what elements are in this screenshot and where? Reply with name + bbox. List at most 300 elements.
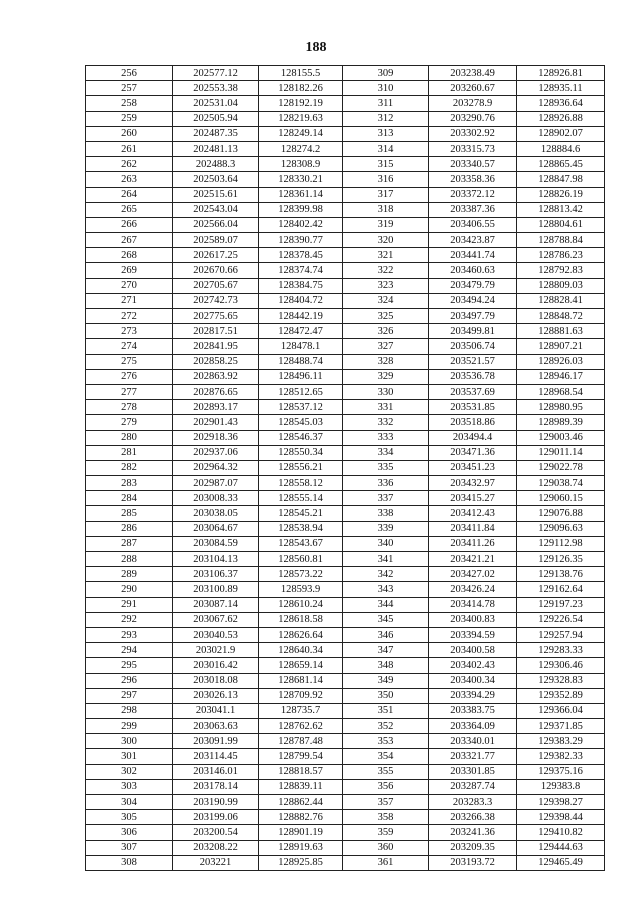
x-coordinate-right: 203536.78: [429, 369, 517, 384]
y-coordinate-right: 128828.41: [517, 293, 605, 308]
point-number-left: 279: [86, 415, 173, 430]
table-row: [86, 187, 605, 202]
point-number-right: 357: [343, 795, 429, 810]
table-row: [86, 157, 605, 172]
y-coordinate-right: 129410.82: [517, 825, 605, 840]
x-coordinate-left: 203190.99: [173, 795, 259, 810]
point-number-left: 274: [86, 339, 173, 354]
point-number-right: 318: [343, 202, 429, 217]
y-coordinate-left: 128556.21: [259, 460, 343, 475]
point-number-right: 310: [343, 81, 429, 96]
point-number-left: 259: [86, 111, 173, 126]
point-number-left: 306: [86, 825, 173, 840]
table-row: [86, 703, 605, 718]
table-row: [86, 202, 605, 217]
point-number-right: 343: [343, 582, 429, 597]
table-row: [86, 719, 605, 734]
x-coordinate-left: 202775.65: [173, 309, 259, 324]
y-coordinate-left: 128818.57: [259, 764, 343, 779]
y-coordinate-right: 129383.29: [517, 734, 605, 749]
point-number-right: 320: [343, 233, 429, 248]
x-coordinate-right: 203387.36: [429, 202, 517, 217]
x-coordinate-right: 203518.86: [429, 415, 517, 430]
x-coordinate-right: 203400.58: [429, 643, 517, 658]
point-number-left: 307: [86, 840, 173, 855]
x-coordinate-left: 203008.33: [173, 491, 259, 506]
point-number-left: 264: [86, 187, 173, 202]
x-coordinate-right: 203506.74: [429, 339, 517, 354]
point-number-right: 314: [343, 141, 429, 156]
point-number-right: 335: [343, 460, 429, 475]
table-row: [86, 233, 605, 248]
x-coordinate-left: 202553.38: [173, 81, 259, 96]
x-coordinate-left: 202617.25: [173, 248, 259, 263]
point-number-left: 290: [86, 582, 173, 597]
point-number-left: 289: [86, 567, 173, 582]
y-coordinate-left: 128558.12: [259, 476, 343, 491]
y-coordinate-left: 128219.63: [259, 111, 343, 126]
y-coordinate-right: 128884.6: [517, 141, 605, 156]
y-coordinate-right: 129112.98: [517, 536, 605, 551]
point-number-left: 284: [86, 491, 173, 506]
y-coordinate-right: 128804.61: [517, 217, 605, 232]
point-number-left: 261: [86, 141, 173, 156]
point-number-left: 268: [86, 248, 173, 263]
table-row: [86, 126, 605, 141]
y-coordinate-right: 129038.74: [517, 476, 605, 491]
y-coordinate-right: 128826.19: [517, 187, 605, 202]
point-number-right: 317: [343, 187, 429, 202]
point-number-left: 260: [86, 126, 173, 141]
y-coordinate-right: 128788.84: [517, 233, 605, 248]
y-coordinate-right: 128968.54: [517, 384, 605, 399]
x-coordinate-right: 203460.63: [429, 263, 517, 278]
table-row: [86, 612, 605, 627]
point-number-right: 361: [343, 855, 429, 870]
y-coordinate-right: 129060.15: [517, 491, 605, 506]
y-coordinate-right: 128786.23: [517, 248, 605, 263]
page-number: 188: [305, 40, 327, 55]
point-number-left: 266: [86, 217, 173, 232]
y-coordinate-right: 129283.33: [517, 643, 605, 658]
y-coordinate-left: 128472.47: [259, 324, 343, 339]
x-coordinate-right: 203402.43: [429, 658, 517, 673]
point-number-left: 275: [86, 354, 173, 369]
x-coordinate-left: 203100.89: [173, 582, 259, 597]
y-coordinate-right: 128809.03: [517, 278, 605, 293]
x-coordinate-left: 203200.54: [173, 825, 259, 840]
y-coordinate-right: 128926.81: [517, 66, 605, 81]
x-coordinate-right: 203414.78: [429, 597, 517, 612]
x-coordinate-right: 203340.01: [429, 734, 517, 749]
x-coordinate-right: 203479.79: [429, 278, 517, 293]
point-number-left: 305: [86, 810, 173, 825]
x-coordinate-left: 202817.51: [173, 324, 259, 339]
point-number-right: 344: [343, 597, 429, 612]
y-coordinate-right: 129096.63: [517, 521, 605, 536]
y-coordinate-left: 128442.19: [259, 309, 343, 324]
point-number-right: 323: [343, 278, 429, 293]
y-coordinate-left: 128640.34: [259, 643, 343, 658]
table-row: [86, 172, 605, 187]
point-number-right: 313: [343, 126, 429, 141]
point-number-left: 281: [86, 445, 173, 460]
point-number-right: 346: [343, 627, 429, 642]
y-coordinate-left: 128901.19: [259, 825, 343, 840]
point-number-right: 342: [343, 567, 429, 582]
table-row: [86, 369, 605, 384]
table-row: [86, 278, 605, 293]
x-coordinate-right: 203432.97: [429, 476, 517, 491]
table-row: [86, 658, 605, 673]
x-coordinate-left: 202705.67: [173, 278, 259, 293]
x-coordinate-right: 203494.24: [429, 293, 517, 308]
x-coordinate-right: 203283.3: [429, 795, 517, 810]
y-coordinate-right: 129076.88: [517, 506, 605, 521]
x-coordinate-left: 202841.95: [173, 339, 259, 354]
y-coordinate-left: 128593.9: [259, 582, 343, 597]
y-coordinate-right: 128936.64: [517, 96, 605, 111]
x-coordinate-right: 203302.92: [429, 126, 517, 141]
point-number-right: 332: [343, 415, 429, 430]
x-coordinate-right: 203193.72: [429, 855, 517, 870]
point-number-right: 333: [343, 430, 429, 445]
x-coordinate-left: 203208.22: [173, 840, 259, 855]
x-coordinate-left: 202863.92: [173, 369, 259, 384]
y-coordinate-left: 128550.34: [259, 445, 343, 460]
y-coordinate-right: 129022.78: [517, 460, 605, 475]
y-coordinate-right: 128926.03: [517, 354, 605, 369]
y-coordinate-left: 128182.26: [259, 81, 343, 96]
point-number-right: 355: [343, 764, 429, 779]
table-row: [86, 582, 605, 597]
table-row: [86, 749, 605, 764]
x-coordinate-left: 202893.17: [173, 400, 259, 415]
x-coordinate-right: 203497.79: [429, 309, 517, 324]
y-coordinate-right: 128848.72: [517, 309, 605, 324]
y-coordinate-right: 129366.04: [517, 703, 605, 718]
point-number-left: 258: [86, 96, 173, 111]
x-coordinate-left: 203064.67: [173, 521, 259, 536]
x-coordinate-left: 202670.66: [173, 263, 259, 278]
y-coordinate-right: 129375.16: [517, 764, 605, 779]
x-coordinate-left: 203146.01: [173, 764, 259, 779]
y-coordinate-right: 128792.83: [517, 263, 605, 278]
x-coordinate-right: 203301.85: [429, 764, 517, 779]
x-coordinate-right: 203266.38: [429, 810, 517, 825]
table-row: [86, 384, 605, 399]
point-number-right: 316: [343, 172, 429, 187]
x-coordinate-right: 203383.75: [429, 703, 517, 718]
y-coordinate-right: 129328.83: [517, 673, 605, 688]
y-coordinate-left: 128399.98: [259, 202, 343, 217]
table-row: [86, 430, 605, 445]
point-number-left: 300: [86, 734, 173, 749]
point-number-left: 257: [86, 81, 173, 96]
table-row: [86, 293, 605, 308]
x-coordinate-left: 202987.07: [173, 476, 259, 491]
table-row: [86, 521, 605, 536]
y-coordinate-left: 128249.14: [259, 126, 343, 141]
x-coordinate-right: 203427.02: [429, 567, 517, 582]
point-number-right: 337: [343, 491, 429, 506]
y-coordinate-left: 128709.92: [259, 688, 343, 703]
y-coordinate-left: 128384.75: [259, 278, 343, 293]
x-coordinate-left: 202481.13: [173, 141, 259, 156]
y-coordinate-left: 128555.14: [259, 491, 343, 506]
point-number-left: 285: [86, 506, 173, 521]
x-coordinate-right: 203499.81: [429, 324, 517, 339]
x-coordinate-left: 202589.07: [173, 233, 259, 248]
point-number-left: 256: [86, 66, 173, 81]
table-row: [86, 627, 605, 642]
x-coordinate-right: 203315.73: [429, 141, 517, 156]
point-number-left: 277: [86, 384, 173, 399]
point-number-left: 265: [86, 202, 173, 217]
x-coordinate-right: 203238.49: [429, 66, 517, 81]
table-row: [86, 825, 605, 840]
point-number-left: 298: [86, 703, 173, 718]
y-coordinate-left: 128488.74: [259, 354, 343, 369]
table-row: [86, 491, 605, 506]
x-coordinate-left: 203106.37: [173, 567, 259, 582]
point-number-right: 312: [343, 111, 429, 126]
table-row: [86, 309, 605, 324]
x-coordinate-left: 203104.13: [173, 552, 259, 567]
point-number-left: 282: [86, 460, 173, 475]
y-coordinate-right: 129126.35: [517, 552, 605, 567]
x-coordinate-left: 203063.63: [173, 719, 259, 734]
x-coordinate-right: 203537.69: [429, 384, 517, 399]
point-number-right: 340: [343, 536, 429, 551]
point-number-left: 280: [86, 430, 173, 445]
x-coordinate-left: 203041.1: [173, 703, 259, 718]
y-coordinate-left: 128546.37: [259, 430, 343, 445]
point-number-right: 321: [343, 248, 429, 263]
y-coordinate-right: 128881.63: [517, 324, 605, 339]
x-coordinate-right: 203364.09: [429, 719, 517, 734]
table-row: [86, 795, 605, 810]
y-coordinate-right: 128935.11: [517, 81, 605, 96]
x-coordinate-right: 203400.83: [429, 612, 517, 627]
y-coordinate-left: 128681.14: [259, 673, 343, 688]
point-number-left: 295: [86, 658, 173, 673]
x-coordinate-right: 203426.24: [429, 582, 517, 597]
x-coordinate-right: 203340.57: [429, 157, 517, 172]
x-coordinate-left: 202566.04: [173, 217, 259, 232]
y-coordinate-right: 129226.54: [517, 612, 605, 627]
x-coordinate-right: 203521.57: [429, 354, 517, 369]
y-coordinate-left: 128274.2: [259, 141, 343, 156]
point-number-right: 356: [343, 779, 429, 794]
table-row: [86, 688, 605, 703]
y-coordinate-right: 129257.94: [517, 627, 605, 642]
point-number-right: 330: [343, 384, 429, 399]
y-coordinate-right: 128847.98: [517, 172, 605, 187]
table-row: [86, 552, 605, 567]
point-number-right: 347: [343, 643, 429, 658]
x-coordinate-right: 203415.27: [429, 491, 517, 506]
y-coordinate-right: 129352.89: [517, 688, 605, 703]
y-coordinate-left: 128404.72: [259, 293, 343, 308]
table-row: [86, 476, 605, 491]
x-coordinate-right: 203423.87: [429, 233, 517, 248]
point-number-left: 287: [86, 536, 173, 551]
x-coordinate-left: 202505.94: [173, 111, 259, 126]
x-coordinate-right: 203358.36: [429, 172, 517, 187]
y-coordinate-left: 128402.42: [259, 217, 343, 232]
x-coordinate-left: 203221: [173, 855, 259, 870]
point-number-left: 267: [86, 233, 173, 248]
point-number-right: 353: [343, 734, 429, 749]
point-number-right: 309: [343, 66, 429, 81]
point-number-right: 359: [343, 825, 429, 840]
y-coordinate-left: 128659.14: [259, 658, 343, 673]
x-coordinate-right: 203471.36: [429, 445, 517, 460]
point-number-right: 351: [343, 703, 429, 718]
point-number-right: 349: [343, 673, 429, 688]
x-coordinate-left: 203199.06: [173, 810, 259, 825]
point-number-right: 336: [343, 476, 429, 491]
x-coordinate-right: 203412.43: [429, 506, 517, 521]
table-row: [86, 779, 605, 794]
y-coordinate-right: 129444.63: [517, 840, 605, 855]
x-coordinate-right: 203394.29: [429, 688, 517, 703]
x-coordinate-left: 203021.9: [173, 643, 259, 658]
point-number-right: 339: [343, 521, 429, 536]
point-number-right: 338: [343, 506, 429, 521]
table-row: [86, 96, 605, 111]
x-coordinate-left: 202937.06: [173, 445, 259, 460]
x-coordinate-left: 203067.62: [173, 612, 259, 627]
y-coordinate-left: 128192.19: [259, 96, 343, 111]
x-coordinate-right: 203406.55: [429, 217, 517, 232]
point-number-right: 328: [343, 354, 429, 369]
table-row: [86, 567, 605, 582]
point-number-right: 322: [343, 263, 429, 278]
point-number-right: 348: [343, 658, 429, 673]
x-coordinate-right: 203241.36: [429, 825, 517, 840]
y-coordinate-right: 129398.27: [517, 795, 605, 810]
point-number-right: 327: [343, 339, 429, 354]
table-row: [86, 141, 605, 156]
y-coordinate-left: 128560.81: [259, 552, 343, 567]
point-number-left: 291: [86, 597, 173, 612]
table-row: [86, 324, 605, 339]
table-row: [86, 734, 605, 749]
y-coordinate-left: 128496.11: [259, 369, 343, 384]
point-number-left: 288: [86, 552, 173, 567]
y-coordinate-right: 129197.23: [517, 597, 605, 612]
point-number-left: 273: [86, 324, 173, 339]
coordinate-table-body: [86, 66, 605, 871]
y-coordinate-left: 128626.64: [259, 627, 343, 642]
y-coordinate-left: 128799.54: [259, 749, 343, 764]
table-row: [86, 339, 605, 354]
y-coordinate-right: 128926.88: [517, 111, 605, 126]
y-coordinate-left: 128390.77: [259, 233, 343, 248]
point-number-left: 308: [86, 855, 173, 870]
x-coordinate-right: 203321.77: [429, 749, 517, 764]
y-coordinate-right: 129003.46: [517, 430, 605, 445]
y-coordinate-right: 128902.07: [517, 126, 605, 141]
y-coordinate-left: 128155.5: [259, 66, 343, 81]
point-number-left: 296: [86, 673, 173, 688]
y-coordinate-left: 128537.12: [259, 400, 343, 415]
x-coordinate-right: 203209.35: [429, 840, 517, 855]
table-row: [86, 506, 605, 521]
point-number-left: 301: [86, 749, 173, 764]
point-number-left: 278: [86, 400, 173, 415]
x-coordinate-right: 203372.12: [429, 187, 517, 202]
y-coordinate-left: 128610.24: [259, 597, 343, 612]
point-number-left: 297: [86, 688, 173, 703]
x-coordinate-left: 202577.12: [173, 66, 259, 81]
x-coordinate-right: 203394.59: [429, 627, 517, 642]
y-coordinate-right: 128980.95: [517, 400, 605, 415]
y-coordinate-right: 129306.46: [517, 658, 605, 673]
table-row: [86, 217, 605, 232]
point-number-right: 334: [343, 445, 429, 460]
x-coordinate-left: 202964.32: [173, 460, 259, 475]
x-coordinate-right: 203411.84: [429, 521, 517, 536]
x-coordinate-left: 203114.45: [173, 749, 259, 764]
x-coordinate-left: 203038.05: [173, 506, 259, 521]
y-coordinate-left: 128839.11: [259, 779, 343, 794]
x-coordinate-left: 203016.42: [173, 658, 259, 673]
x-coordinate-left: 203178.14: [173, 779, 259, 794]
x-coordinate-right: 203421.21: [429, 552, 517, 567]
table-row: [86, 248, 605, 263]
x-coordinate-right: 203441.74: [429, 248, 517, 263]
table-row: [86, 263, 605, 278]
y-coordinate-left: 128512.65: [259, 384, 343, 399]
x-coordinate-left: 202543.04: [173, 202, 259, 217]
x-coordinate-right: 203400.34: [429, 673, 517, 688]
x-coordinate-left: 202488.3: [173, 157, 259, 172]
x-coordinate-right: 203260.67: [429, 81, 517, 96]
point-number-left: 269: [86, 263, 173, 278]
point-number-left: 304: [86, 795, 173, 810]
x-coordinate-left: 202487.35: [173, 126, 259, 141]
x-coordinate-left: 202876.65: [173, 384, 259, 399]
y-coordinate-left: 128862.44: [259, 795, 343, 810]
y-coordinate-right: 129371.85: [517, 719, 605, 734]
y-coordinate-left: 128330.21: [259, 172, 343, 187]
point-number-right: 319: [343, 217, 429, 232]
point-number-left: 271: [86, 293, 173, 308]
y-coordinate-left: 128478.1: [259, 339, 343, 354]
table-row: [86, 354, 605, 369]
x-coordinate-left: 203026.13: [173, 688, 259, 703]
table-row: [86, 536, 605, 551]
point-number-right: 360: [343, 840, 429, 855]
table-row: [86, 840, 605, 855]
y-coordinate-left: 128618.58: [259, 612, 343, 627]
table-row: [86, 460, 605, 475]
point-number-left: 262: [86, 157, 173, 172]
x-coordinate-left: 203040.53: [173, 627, 259, 642]
point-number-right: 324: [343, 293, 429, 308]
point-number-left: 299: [86, 719, 173, 734]
y-coordinate-left: 128882.76: [259, 810, 343, 825]
y-coordinate-left: 128361.14: [259, 187, 343, 202]
y-coordinate-left: 128538.94: [259, 521, 343, 536]
table-row: [86, 415, 605, 430]
x-coordinate-left: 203018.08: [173, 673, 259, 688]
y-coordinate-left: 128378.45: [259, 248, 343, 263]
point-number-right: 326: [343, 324, 429, 339]
